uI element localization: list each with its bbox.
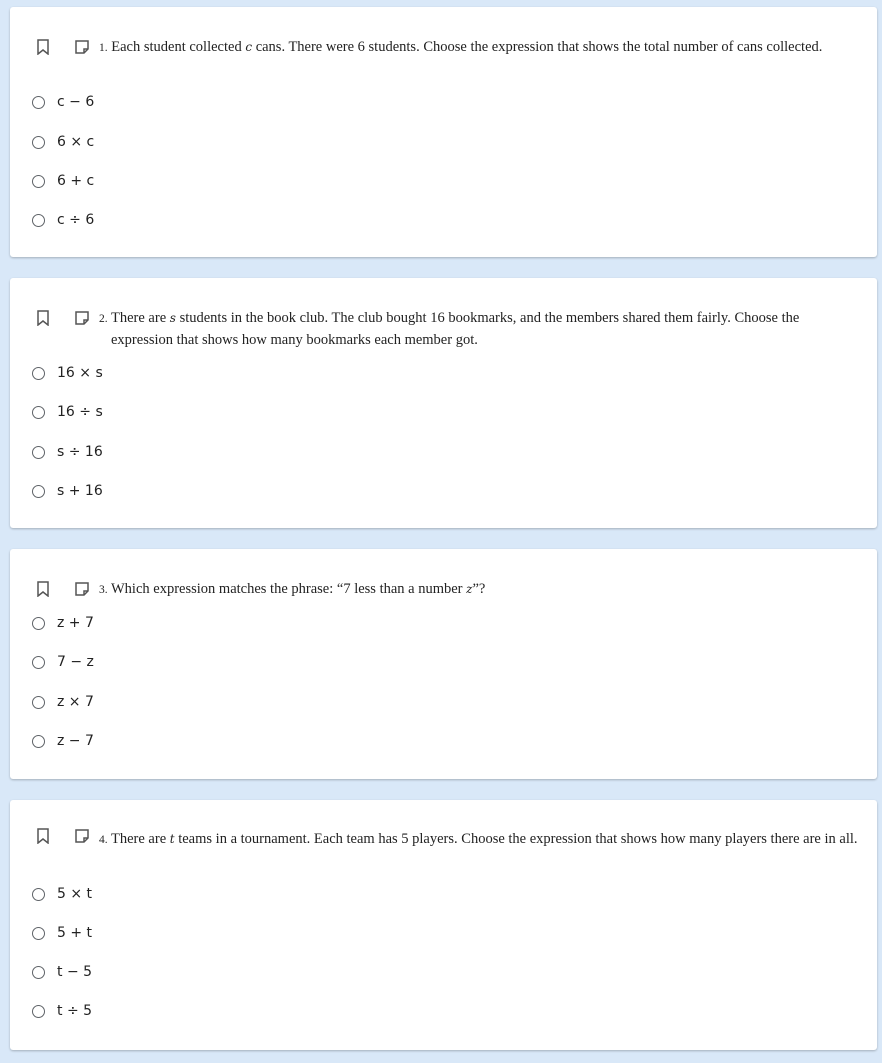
radio-button[interactable]	[32, 175, 45, 188]
answer-option[interactable]: z − 7	[32, 730, 94, 752]
question-text: 2. There are s students in the book club. The club bought 16 bookmarks, and the members shared them fairly. Choose the expression that shows how many bookmarks each member got.	[99, 310, 800, 348]
radio-button[interactable]	[32, 214, 45, 227]
question-number: 2.	[99, 313, 108, 325]
question-card-1	[10, 7, 877, 257]
answer-option[interactable]: 7 − z	[32, 651, 94, 673]
question-card-2	[10, 278, 877, 528]
radio-button[interactable]	[32, 96, 45, 109]
answer-option[interactable]: 6 × c	[32, 131, 94, 153]
answer-option[interactable]: 6 + c	[32, 170, 94, 192]
radio-button[interactable]	[32, 136, 45, 149]
note-icon[interactable]	[74, 581, 90, 597]
answer-option[interactable]: s ÷ 16	[32, 441, 103, 463]
radio-button[interactable]	[32, 735, 45, 748]
answer-option[interactable]: t ÷ 5	[32, 1000, 92, 1022]
radio-button[interactable]	[32, 617, 45, 630]
bookmark-icon[interactable]	[36, 310, 50, 326]
answer-option[interactable]: 5 + t	[32, 922, 92, 944]
radio-button[interactable]	[32, 485, 45, 498]
radio-button[interactable]	[32, 367, 45, 380]
question-number: 4.	[99, 834, 108, 846]
radio-button[interactable]	[32, 966, 45, 979]
note-icon[interactable]	[74, 310, 90, 326]
answer-option[interactable]: 16 × s	[32, 362, 103, 384]
radio-button[interactable]	[32, 656, 45, 669]
question-card-3	[10, 549, 877, 779]
bookmark-icon[interactable]	[36, 828, 50, 844]
radio-button[interactable]	[32, 1005, 45, 1018]
variable: c	[245, 40, 253, 54]
question-number: 3.	[99, 584, 108, 596]
variable: s	[169, 311, 176, 325]
answer-option[interactable]: c ÷ 6	[32, 209, 94, 231]
radio-button[interactable]	[32, 927, 45, 940]
question-number: 1.	[99, 42, 108, 54]
note-icon[interactable]	[74, 828, 90, 844]
question-text: 1. Each student collected c cans. There were 6 students. Choose the expression that shows the total number of cans collected.	[99, 39, 823, 55]
bookmark-icon[interactable]	[36, 39, 50, 55]
radio-button[interactable]	[32, 696, 45, 709]
radio-button[interactable]	[32, 406, 45, 419]
answer-option[interactable]: 16 ÷ s	[32, 401, 103, 423]
variable: z	[466, 582, 473, 596]
answer-option[interactable]: z × 7	[32, 691, 94, 713]
note-icon[interactable]	[74, 39, 90, 55]
answer-option[interactable]: 5 × t	[32, 883, 92, 905]
answer-option[interactable]: t − 5	[32, 961, 92, 983]
bookmark-icon[interactable]	[36, 581, 50, 597]
radio-button[interactable]	[32, 888, 45, 901]
answer-option[interactable]: s + 16	[32, 480, 103, 502]
radio-button[interactable]	[32, 446, 45, 459]
answer-option[interactable]: c − 6	[32, 91, 94, 113]
question-text: 4. There are t teams in a tournament. Each team has 5 players. Choose the expression that shows how many players there are in all.	[99, 831, 858, 847]
answer-option[interactable]: z + 7	[32, 612, 94, 634]
question-card-4	[10, 800, 877, 1050]
question-text: 3. Which expression matches the phrase: “7 less than a number z”?	[99, 581, 486, 597]
variable: t	[169, 832, 175, 846]
